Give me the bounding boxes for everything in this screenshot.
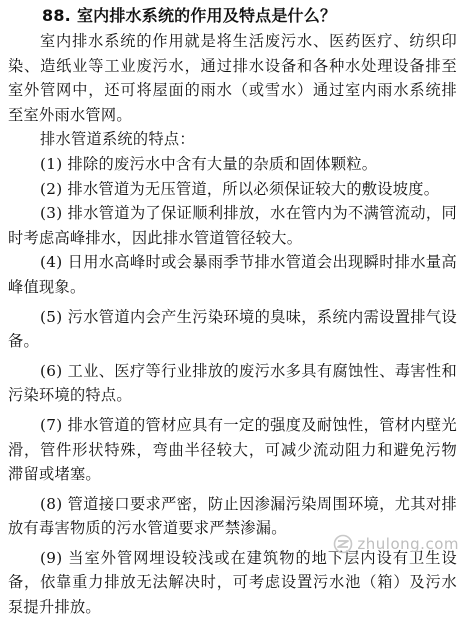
question-text: 室内排水系统的作用及特点是什么？ — [76, 6, 337, 25]
question-title — [8, 4, 457, 27]
feature-item-4: (4) 日用水高峰时或会暴雨季节排水管道会出现瞬时排水量高峰值现象。 — [8, 253, 457, 296]
question-number: 88. — [42, 6, 71, 25]
watermark — [333, 534, 459, 554]
features-heading: 排水管道系统的特点： — [40, 130, 195, 149]
feature-item-8: (8) 管道接口要求严密，防止因渗漏污染周围环境，尤其对排放有毒害物质的污水管道要求严禁渗漏。 — [8, 494, 457, 538]
feature-item-7: (7) 排水管道的管材应具有一定的强度及耐蚀性，管材内壁光滑，管件形状特殊，弯曲半径较大，可减少流动阻力和避免污物滞留或堵塞。 — [8, 415, 457, 484]
intro-paragraph: 室内排水系统的作用就是将生活废污水、医药医疗、纺织印染、造纸业等工业废污水，通过排水设备和各种水处理设备排至室外管网中，还可将屋面的雨水（或雪水）通过室内雨水系统排至室外雨水管网。 — [8, 32, 457, 124]
zhulong-logo-icon — [333, 534, 353, 554]
feature-item-6: (6) 工业、医疗等行业排放的废污水多具有腐蚀性、毒害性和污染环境的特点。 — [8, 361, 457, 405]
feature-item-9: (9) 当室外管网埋设较浅或在建筑物的地下层内设有卫生设备，依靠重力排放无法解决时，可考虑设置污水池（箱）及污水泵提升排放。 — [8, 548, 457, 617]
feature-item-2: (2) 排水管道为无压管道，所以必须保证较大的敷设坡度。 — [40, 179, 440, 198]
feature-item-5: (5) 污水管道内会产生污染环境的臭味，系统内需设置排气设备。 — [8, 307, 457, 351]
feature-item-1: (1) 排除的废污水中含有大量的杂质和固体颗粒。 — [40, 154, 378, 173]
feature-item-3: (3) 排水管道为了保证顺利排放，水在管内为不满管流动，同时考虑高峰排水，因此排水管道管径较大。 — [8, 204, 457, 247]
watermark-text: zhulong.com — [357, 535, 459, 553]
